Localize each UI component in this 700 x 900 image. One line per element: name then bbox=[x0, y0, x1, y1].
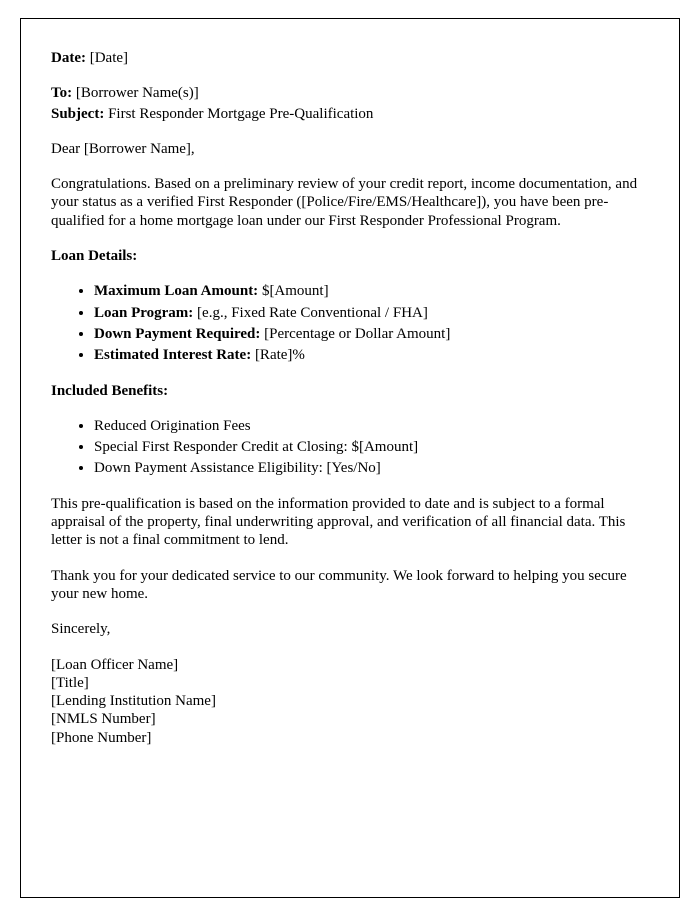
loan-details-list bbox=[51, 282, 649, 364]
salutation: Dear [Borrower Name], bbox=[51, 140, 195, 157]
loan-details-heading bbox=[51, 247, 649, 265]
subject-label: Subject: bbox=[51, 105, 105, 122]
benefit-item: • Reduced Origination Fees bbox=[94, 417, 649, 435]
loan-detail-item bbox=[94, 346, 649, 364]
signature-institution: [Lending Institution Name] bbox=[51, 693, 216, 710]
benefit-item: • Special First Responder Credit at Closing: $[Amount] bbox=[94, 438, 649, 456]
to-label: To: bbox=[51, 85, 73, 102]
date-label: Date: bbox=[51, 50, 86, 66]
to-line bbox=[51, 84, 649, 102]
to-value: [Borrower Name(s)] bbox=[72, 85, 199, 102]
loan-detail-value: [e.g., Fixed Rate Conventional / FHA] bbox=[193, 304, 428, 321]
thanks-paragraph: Thank you for your dedicated service to our community. We look forward to helping you secure your new home. bbox=[51, 567, 627, 602]
letter-page bbox=[20, 18, 680, 898]
subject-line bbox=[51, 105, 649, 123]
loan-detail-item bbox=[94, 304, 649, 322]
closing: Sincerely, bbox=[51, 621, 111, 638]
loan-detail-label: Estimated Interest Rate: bbox=[94, 347, 252, 364]
benefit-item: • Down Payment Assistance Eligibility: [Yes/No] bbox=[94, 459, 649, 477]
date-value: [Date] bbox=[85, 50, 129, 66]
signature-title: [Title] bbox=[51, 674, 89, 691]
loan-detail-label: Down Payment Required: bbox=[94, 325, 261, 342]
signature-phone: [Phone Number] bbox=[51, 729, 152, 746]
signature-block bbox=[51, 656, 649, 747]
date-line bbox=[51, 49, 649, 67]
signature-name: [Loan Officer Name] bbox=[51, 656, 179, 673]
letter-body bbox=[51, 49, 649, 747]
benefits-list bbox=[51, 417, 649, 478]
loan-detail-item bbox=[94, 325, 649, 343]
loan-detail-item bbox=[94, 282, 649, 300]
signature-nmls: [NMLS Number] bbox=[51, 711, 156, 728]
loan-details-heading-text: Loan Details: bbox=[51, 248, 138, 265]
benefits-heading-text: Included Benefits: bbox=[51, 382, 169, 399]
loan-detail-label: Maximum Loan Amount: bbox=[94, 283, 259, 300]
loan-detail-value: [Rate]% bbox=[251, 347, 305, 364]
subject-value: First Responder Mortgage Pre-Qualification bbox=[104, 105, 374, 122]
loan-detail-label: Loan Program: bbox=[94, 304, 194, 321]
intro-paragraph: Congratulations. Based on a preliminary review of your credit report, income documentation, and your status as a verified First Responder ([Police/Fire/EMS/Healthcare]), you have been pre-qualified for a home mortgage loan under our First Responder Professional Program. bbox=[51, 176, 638, 229]
loan-detail-value: [Percentage or Dollar Amount] bbox=[260, 325, 451, 342]
benefits-heading bbox=[51, 382, 649, 400]
loan-detail-value: $[Amount] bbox=[258, 283, 329, 300]
disclaimer-paragraph: This pre-qualification is based on the information provided to date and is subject to a formal appraisal of the property, final underwriting approval, and verification of all financial data. This letter is not a final commitment to lend. bbox=[51, 495, 626, 549]
